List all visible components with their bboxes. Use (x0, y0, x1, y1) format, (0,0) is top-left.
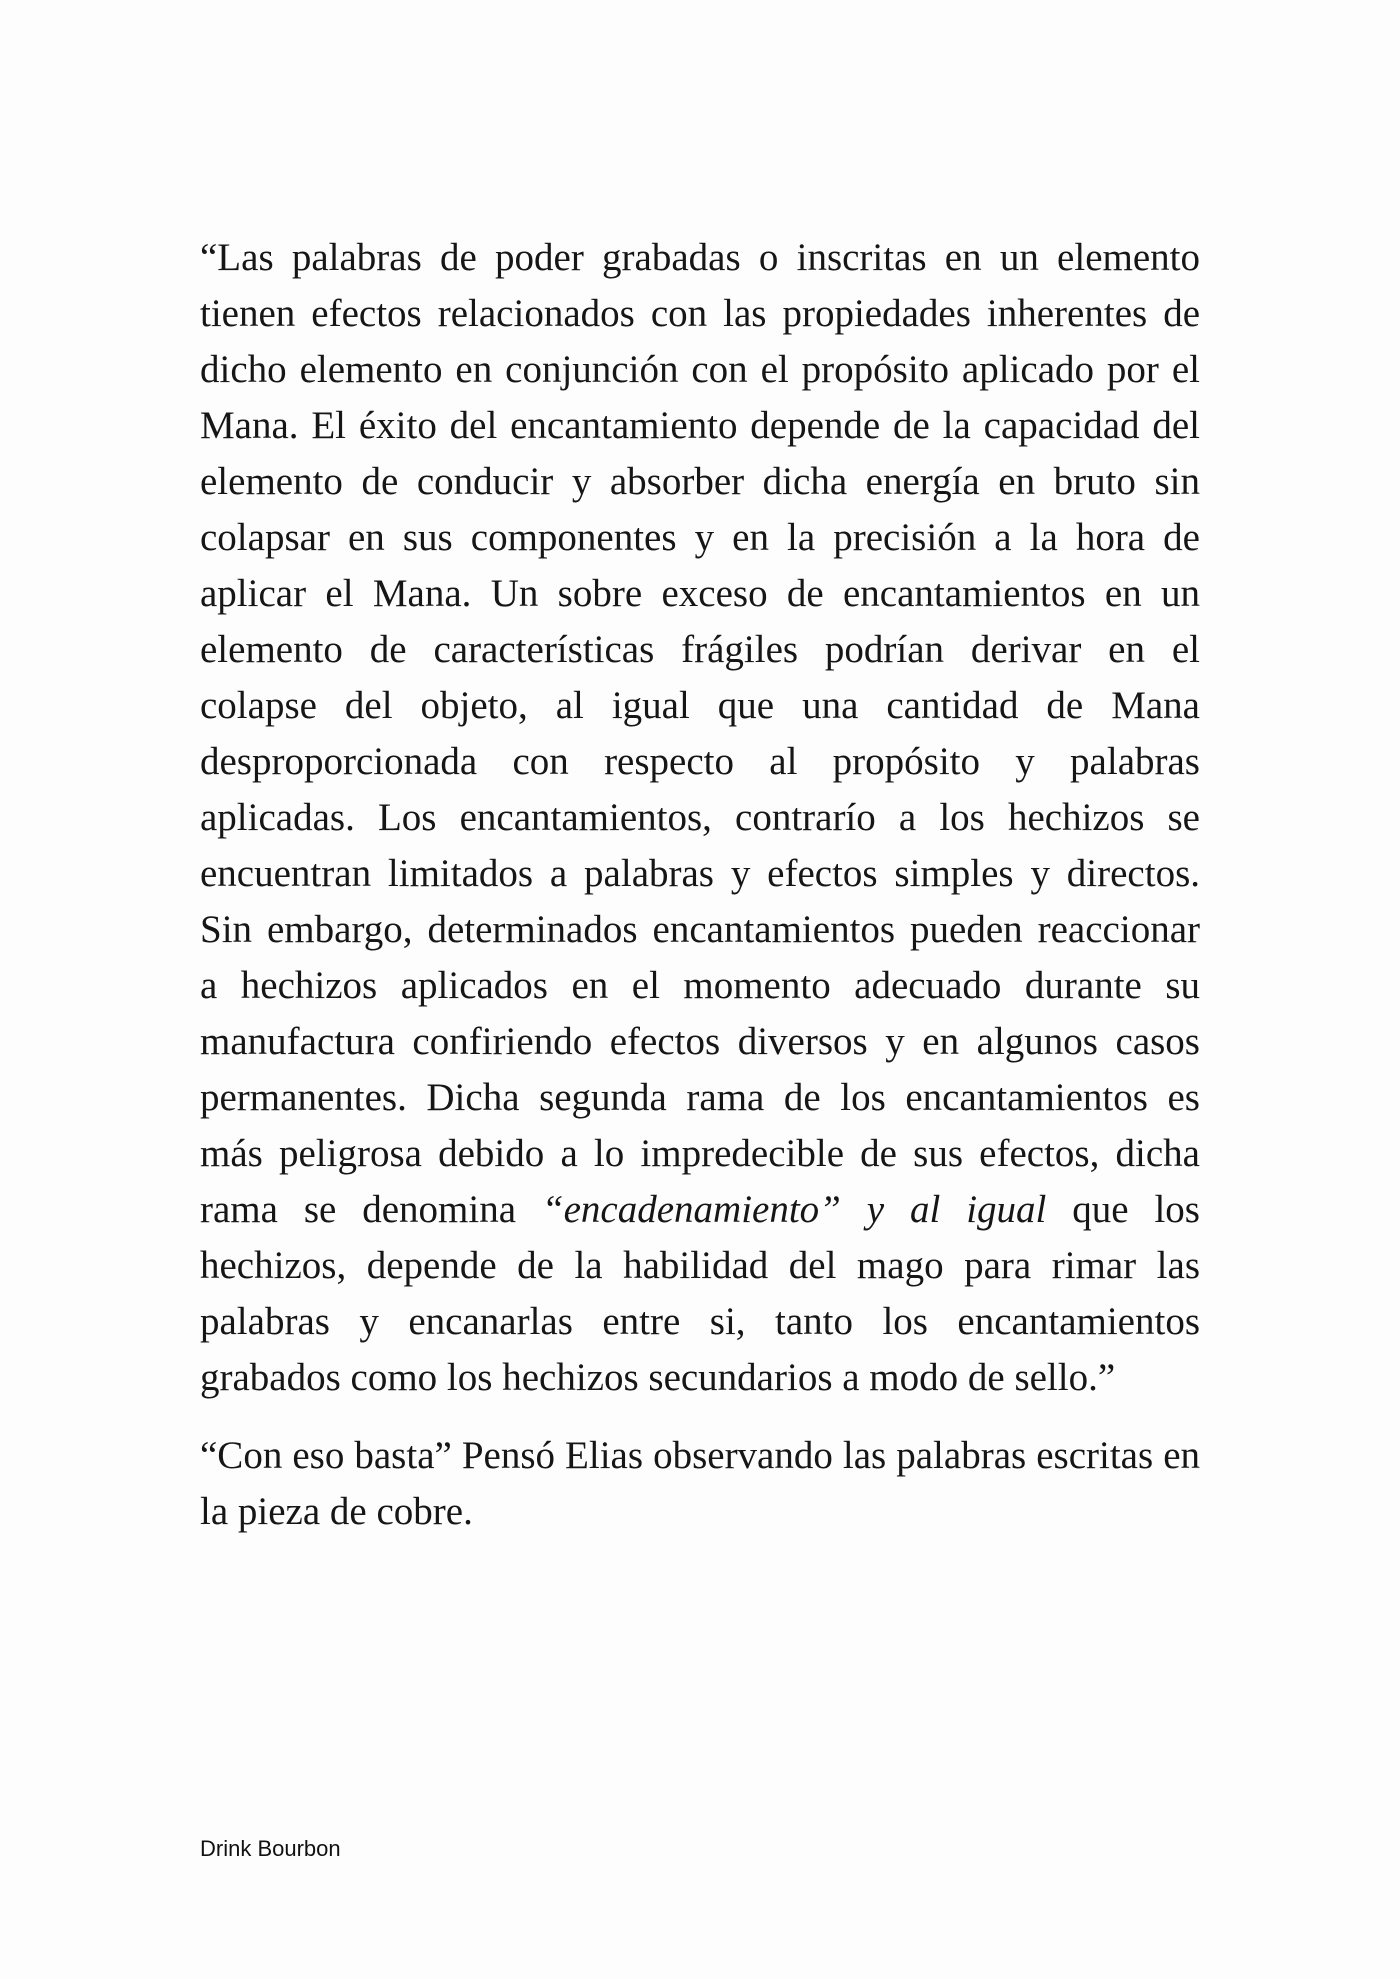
paragraph-2: “Con eso basta” Pensó Elias observando las palabras escritas en la pieza de cobre. (200, 1434, 1200, 1533)
footer-text: Drink Bourbon (200, 1836, 341, 1861)
paragraph-1-text-start: “Las palabras de poder grabadas o inscritas en un elemento tienen efectos relacionados con las propiedades inherentes de dicho elemento en conjunción con el propósito aplicado por el Mana. El éxito del encantamiento depende de la capacidad del elemento de conducir y absorber dicha energía en bruto sin colapsar en sus componentes y en la precisión a la hora de aplicar el Mana. Un sobre exceso de encantamientos en un elemento de características frágiles podrían derivar en el colapse del objeto, al igual que una cantidad de Mana desproporcionada con respecto al propósito y palabras aplicadas. Los encantamientos, contrarío a los hechizos se encuentran limitados a palabras y efectos simples y directos. Sin embargo, determinados encantamientos pueden reaccionar a hechizos aplicados en el momento adecuado durante su manufactura confiriendo efectos diversos y en algunos casos permanentes. Dicha segunda rama de los encantamientos es más peligrosa debido a lo impredecible de sus efectos, dicha rama se denomina (200, 236, 1200, 1231)
paragraph-1-text-end: que los hechizos, depende de la habilidad del mago para rimar las palabras y encanarlas entre si, tanto los encantamientos grabados como los hechizos secundarios a modo de sello.” (200, 1188, 1200, 1399)
italic-term: “encadenamiento” y al igual (541, 1188, 1047, 1231)
body-text (200, 230, 1200, 1540)
paragraph-1 (200, 230, 1200, 1406)
